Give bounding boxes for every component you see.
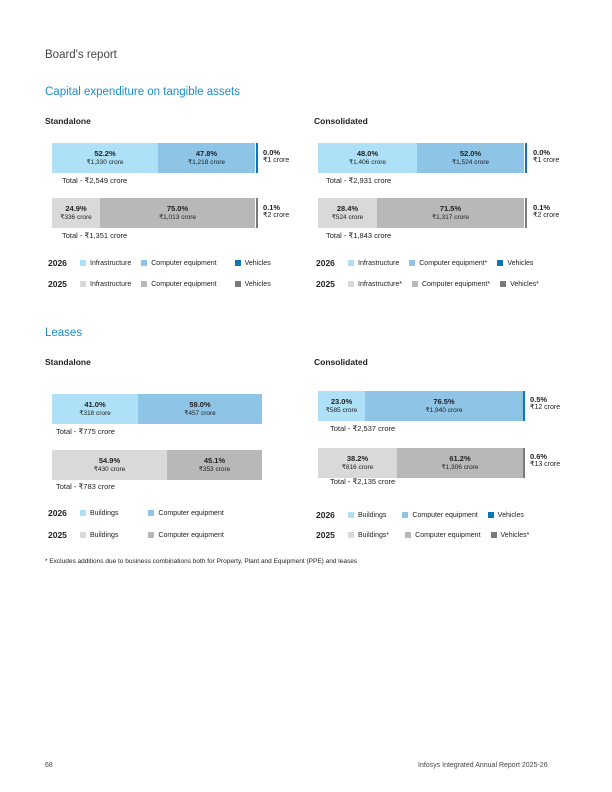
segment-value: ₹2 crore: [263, 212, 290, 220]
leases-consolidated-2025-comp-segment: [397, 448, 523, 478]
leases-consolidated-2025-bar: [318, 448, 523, 478]
legend-item: [80, 281, 131, 288]
capex-standalone-2025-bar: [52, 198, 255, 228]
legend-label: Vehicles: [507, 259, 534, 267]
capex-standalone-2026-total: Total - ₹2,549 crore: [62, 176, 128, 185]
swatch-icon: [80, 281, 86, 287]
leases-standalone-2025-bar: [52, 450, 262, 480]
legend-year: 2026: [48, 258, 67, 268]
swatch-icon: [148, 510, 154, 516]
legend-label: Computer equipment: [151, 259, 217, 267]
leases-section-title: Leases: [45, 327, 83, 339]
capex-consolidated-2025-comp-segment: [377, 198, 524, 228]
legend-item: [80, 510, 118, 517]
segment-value: ₹816 crore: [341, 463, 374, 471]
swatch-icon: [488, 512, 494, 518]
capex-consolidated-title: Consolidated: [314, 116, 368, 126]
leases-standalone-title: Standalone: [45, 357, 91, 367]
segment-value: ₹1,330 crore: [86, 158, 124, 166]
legend-item: [348, 260, 399, 267]
swatch-icon: [348, 512, 354, 518]
segment-percent: 47.8%: [195, 149, 218, 159]
legend-year: 2025: [316, 530, 335, 540]
legend-label: Buildings: [358, 511, 387, 519]
segment-value: ₹13 crore: [530, 461, 561, 469]
swatch-icon: [80, 260, 86, 266]
capex-consolidated-legend-2025: [316, 279, 549, 289]
swatch-icon: [491, 532, 497, 538]
leases-standalone-2026-total: Total - ₹775 crore: [56, 427, 115, 436]
legend-year: 2026: [48, 508, 67, 518]
swatch-icon: [402, 512, 408, 518]
legend-item: [348, 512, 386, 519]
capex-consolidated-2025-bar: [318, 198, 524, 228]
footer-report-title: Infosys Integrated Annual Report 2025-26: [418, 762, 548, 769]
capex-standalone-2026-infra-segment: [52, 143, 158, 173]
leases-consolidated-2026-veh-segment: [523, 391, 525, 421]
leases-standalone-2026-comp-segment: [138, 394, 262, 424]
segment-value: ₹1,524 crore: [451, 158, 490, 166]
leases-consolidated-title: Consolidated: [314, 357, 368, 367]
segment-percent: 45.1%: [203, 456, 226, 466]
segment-value: ₹1,306 crore: [441, 463, 479, 471]
segment-percent: 52.0%: [459, 149, 482, 159]
capex-standalone-2026-veh-label: [263, 148, 289, 166]
segment-value: ₹1 crore: [533, 157, 560, 165]
capex-consolidated-legend-2026: [316, 258, 543, 268]
legend-label: Computer equipment: [151, 280, 217, 288]
segment-value: ₹457 crore: [184, 409, 216, 417]
capex-consolidated-2025-veh-segment: [525, 198, 527, 228]
capex-standalone-2025-total: Total - ₹1,351 crore: [62, 231, 128, 240]
segment-value: ₹1,317 crore: [431, 213, 470, 221]
legend-year: 2025: [48, 530, 67, 540]
segment-percent: 0.1%: [263, 203, 281, 212]
segment-percent: 0.0%: [263, 148, 281, 157]
legend-item: [80, 532, 118, 539]
leases-consolidated-2026-bar: [318, 391, 523, 421]
segment-percent: 75.0%: [166, 204, 189, 214]
capex-standalone-2025-infra-segment: [52, 198, 100, 228]
legend-item: [500, 281, 539, 288]
legend-item: [497, 260, 533, 267]
segment-percent: 41.0%: [84, 400, 106, 410]
legend-label: Computer equipment*: [421, 280, 491, 288]
swatch-icon: [497, 260, 503, 266]
capex-standalone-2025-veh-label: [263, 203, 289, 221]
leases-standalone-2025-total: Total - ₹783 crore: [56, 482, 115, 491]
leases-consolidated-2025-veh-segment: [523, 448, 525, 478]
legend-label: Infrastructure*: [358, 280, 402, 288]
legend-item: [412, 281, 490, 288]
legend-item: [348, 281, 402, 288]
leases-consolidated-2025-veh-label: [530, 452, 560, 470]
segment-value: ₹1,013 crore: [158, 213, 197, 221]
segment-percent: 0.1%: [533, 203, 551, 212]
segment-percent: 52.2%: [94, 149, 116, 159]
segment-value: ₹12 crore: [530, 404, 561, 412]
segment-percent: 71.5%: [439, 204, 462, 214]
leases-standalone-legend-2026: [48, 508, 234, 518]
swatch-icon: [80, 510, 86, 516]
legend-label: Computer equipment: [158, 531, 224, 539]
segment-value: ₹1,940 crore: [425, 406, 463, 414]
legend-item: [235, 281, 271, 288]
swatch-icon: [235, 281, 241, 287]
segment-percent: 0.0%: [533, 148, 551, 157]
capex-consolidated-2025-infra-segment: [318, 198, 377, 228]
swatch-icon: [141, 260, 147, 266]
legend-year: 2026: [316, 258, 335, 268]
leases-consolidated-legend-2026: [316, 510, 534, 520]
capex-standalone-2026-bar: [52, 143, 255, 173]
leases-standalone-legend-2025: [48, 530, 234, 540]
capex-standalone-2025-veh-segment: [256, 198, 258, 228]
legend-item: [235, 260, 271, 267]
segment-percent: 28.4%: [336, 204, 359, 214]
segment-value: ₹1,406 crore: [348, 158, 387, 166]
segment-value: ₹1,218 crore: [187, 158, 226, 166]
legend-label: Infrastructure: [90, 280, 132, 288]
capex-standalone-2026-veh-segment: [256, 143, 258, 173]
swatch-icon: [235, 260, 241, 266]
legend-label: Computer equipment: [158, 509, 224, 517]
swatch-icon: [500, 281, 506, 287]
capex-standalone-legend-2026: [48, 258, 281, 268]
capex-standalone-legend-2025: [48, 279, 281, 289]
leases-standalone-2026-bar: [52, 394, 262, 424]
legend-label: Computer equipment: [415, 531, 481, 539]
capex-consolidated-2025-veh-label: [533, 203, 559, 221]
leases-consolidated-2026-bld-segment: [318, 391, 365, 421]
legend-label: Vehicles*: [500, 531, 530, 539]
segment-value: ₹585 crore: [325, 406, 358, 414]
legend-item: [402, 512, 477, 519]
segment-percent: 24.9%: [65, 204, 87, 214]
segment-value: ₹430 crore: [93, 465, 126, 473]
page-header-title: Board's report: [45, 49, 117, 61]
capex-standalone-title: Standalone: [45, 116, 91, 126]
swatch-icon: [348, 260, 354, 266]
swatch-icon: [409, 260, 415, 266]
swatch-icon: [412, 281, 418, 287]
leases-standalone-2025-comp-segment: [167, 450, 262, 480]
segment-value: ₹2 crore: [533, 212, 560, 220]
leases-consolidated-2026-total: Total - ₹2,537 crore: [330, 424, 396, 433]
legend-item: [148, 510, 223, 517]
legend-label: Vehicles: [244, 259, 271, 267]
swatch-icon: [80, 532, 86, 538]
swatch-icon: [141, 281, 147, 287]
swatch-icon: [148, 532, 154, 538]
legend-item: [141, 260, 216, 267]
segment-value: ₹336 crore: [60, 213, 92, 221]
capex-consolidated-2026-veh-label: [533, 148, 559, 166]
legend-label: Infrastructure: [358, 259, 400, 267]
segment-percent: 23.0%: [330, 397, 353, 407]
legend-item: [409, 260, 487, 267]
segment-percent: 38.2%: [346, 454, 369, 464]
segment-percent: 61.2%: [449, 454, 471, 464]
legend-label: Buildings: [90, 509, 119, 517]
legend-label: Buildings*: [358, 531, 390, 539]
legend-item: [141, 281, 216, 288]
capex-standalone-2026-comp-segment: [158, 143, 255, 173]
leases-consolidated-legend-2025: [316, 530, 539, 540]
legend-label: Buildings: [90, 531, 119, 539]
legend-item: [405, 532, 480, 539]
legend-item: [148, 532, 223, 539]
footnote: * Excludes additions due to business combinations both for Property, Plant and Equipment (PPE) and leases: [45, 558, 358, 565]
legend-year: 2026: [316, 510, 335, 520]
segment-percent: 76.5%: [433, 397, 455, 407]
leases-consolidated-2026-comp-segment: [365, 391, 523, 421]
capex-consolidated-2025-total: Total - ₹1,843 crore: [326, 231, 392, 240]
legend-label: Infrastructure: [90, 259, 132, 267]
capex-consolidated-2026-infra-segment: [318, 143, 417, 173]
capex-consolidated-2026-bar: [318, 143, 524, 173]
legend-label: Vehicles: [497, 511, 524, 519]
leases-standalone-2025-bld-segment: [52, 450, 167, 480]
swatch-icon: [348, 532, 354, 538]
leases-standalone-2026-bld-segment: [52, 394, 138, 424]
swatch-icon: [348, 281, 354, 287]
segment-value: ₹353 crore: [198, 465, 231, 473]
legend-item: [348, 532, 389, 539]
capex-consolidated-2026-veh-segment: [525, 143, 527, 173]
legend-label: Vehicles*: [510, 280, 539, 288]
leases-consolidated-2025-bld-segment: [318, 448, 397, 478]
legend-year: 2025: [316, 279, 335, 289]
legend-item: [80, 260, 131, 267]
segment-percent: 59.0%: [189, 400, 211, 410]
legend-label: Computer equipment: [412, 511, 478, 519]
legend-label: Vehicles: [244, 280, 271, 288]
segment-percent: 48.0%: [356, 149, 379, 159]
segment-value: ₹1 crore: [263, 157, 290, 165]
capex-standalone-2025-comp-segment: [100, 198, 255, 228]
legend-item: [488, 512, 524, 519]
swatch-icon: [405, 532, 411, 538]
leases-consolidated-2025-total: Total - ₹2,135 crore: [330, 477, 396, 486]
segment-value: ₹524 crore: [331, 213, 364, 221]
capex-section-title: Capital expenditure on tangible assets: [45, 86, 240, 98]
segment-percent: 0.6%: [530, 452, 548, 461]
capex-consolidated-2026-comp-segment: [417, 143, 524, 173]
legend-item: [491, 532, 530, 539]
segment-value: ₹318 crore: [79, 409, 111, 417]
segment-percent: 0.5%: [530, 395, 548, 404]
segment-percent: 54.9%: [98, 456, 121, 466]
legend-year: 2025: [48, 279, 67, 289]
leases-consolidated-2026-veh-label: [530, 395, 560, 413]
page-number: 68: [45, 762, 53, 769]
capex-consolidated-2026-total: Total - ₹2,931 crore: [326, 176, 392, 185]
legend-label: Computer equipment*: [419, 259, 488, 267]
